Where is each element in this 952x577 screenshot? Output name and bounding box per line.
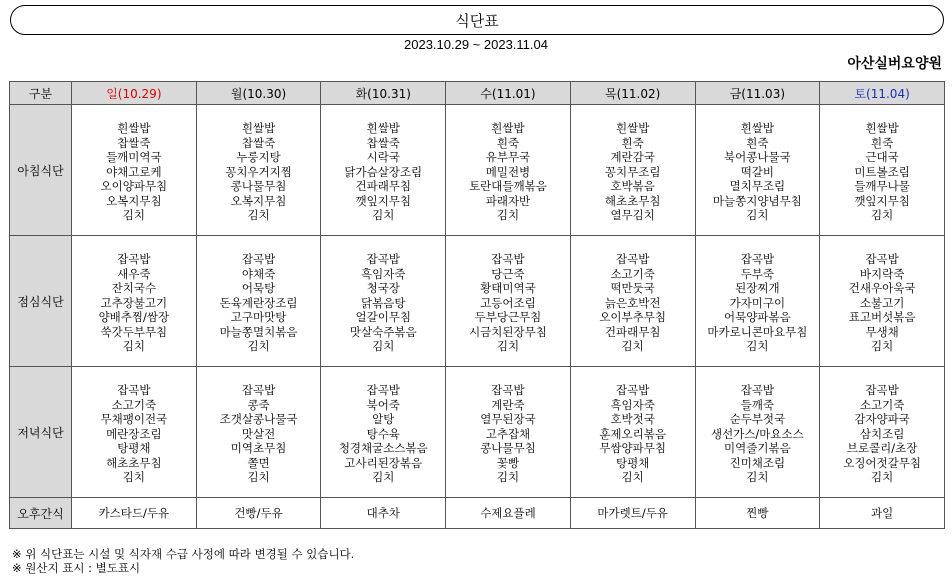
day-header-sun: 일(10.29) [72, 82, 197, 105]
menu-table [9, 81, 945, 529]
dish-item: 꽁치우거지찜 [225, 164, 292, 179]
dish-item: 흰죽 [496, 135, 520, 150]
day-header-tue: 화(10.31) [321, 82, 446, 105]
dish-item: 멸치무조림 [729, 179, 786, 194]
dish-item: 닭가슴살장조림 [344, 164, 423, 179]
dish-item: 황태미역국 [480, 281, 536, 296]
dish-item: 김치 [871, 339, 894, 354]
dish-item: 잡곡밥 [117, 251, 151, 266]
dish-item: 해초초무침 [604, 193, 661, 208]
dish-item: 된장찌개 [735, 281, 780, 296]
dish-item: 미역초무침 [230, 441, 287, 456]
dish-item: 깻잎지무침 [854, 193, 910, 208]
dish-item: 흰쌀밥 [740, 120, 775, 135]
meal-cell-snack-fri [695, 498, 820, 529]
dish-item: 흰쌀밥 [117, 120, 151, 135]
dish-item: 김치 [122, 208, 145, 223]
dish-item: 누룽지탕 [236, 150, 281, 165]
dish-item: 유부무국 [485, 150, 531, 165]
page-title: 식단표 [455, 11, 499, 30]
dish-item: 북어콩나물국 [724, 150, 791, 165]
dish-item: 당근죽 [491, 266, 525, 281]
dish-item: 탕평채 [616, 455, 650, 470]
meal-row-snack [10, 498, 945, 529]
meal-cell-breakfast-mon [196, 105, 321, 236]
dish-item: 들깨무나물 [854, 179, 910, 194]
dish-item: 찹쌀죽 [366, 135, 400, 150]
meal-cell-snack-sat [820, 498, 945, 529]
day-header-wed: 수(11.01) [446, 82, 571, 105]
dish-item: 오복지무침 [230, 193, 287, 208]
dish-item: 어묵탕 [241, 281, 276, 296]
dish-item: 떡만둣국 [610, 281, 655, 296]
meal-cell-snack-thu [570, 498, 695, 529]
dish-item: 무쌈양파무침 [599, 441, 666, 456]
dish-item: 수제요플레 [480, 505, 536, 520]
dish-item: 떡갈비 [740, 164, 775, 179]
meal-cell-dinner-sun [72, 367, 197, 498]
dish-item: 청국장 [366, 281, 400, 296]
dish-item: 잡곡밥 [616, 382, 650, 397]
dish-item: 늙은호박전 [604, 295, 661, 310]
row-label-lunch: 점심식단 [10, 236, 72, 367]
dish-item: 잡곡밥 [241, 251, 276, 266]
dish-item: 오징어젓갈무침 [843, 455, 921, 470]
dish-item: 양배추찜/쌈장 [98, 310, 170, 325]
dish-item: 쫄면 [247, 455, 270, 470]
dish-item: 잔치국수 [111, 281, 157, 296]
dish-item: 삼치조림 [859, 426, 905, 441]
dish-item: 마가렛트/두유 [597, 505, 668, 520]
meal-cell-lunch-sun [72, 236, 197, 367]
dish-item: 콩나물무침 [230, 179, 287, 194]
meal-cell-snack-wed [446, 498, 571, 529]
dish-item: 마늘쫑지양념무침 [712, 193, 802, 208]
dish-item: 열무된장국 [480, 412, 536, 427]
day-header-thu: 목(11.02) [570, 82, 695, 105]
dish-item: 찐빵 [746, 505, 769, 520]
dish-item: 찹쌀죽 [241, 135, 276, 150]
dish-item: 고추장불고기 [100, 295, 168, 310]
dish-item: 토란대들깨볶음 [469, 179, 547, 194]
dish-item: 열무김치 [610, 208, 655, 223]
dish-item: 김치 [122, 470, 145, 485]
dish-item: 잡곡밥 [865, 382, 899, 397]
dish-item: 흰쌀밥 [241, 120, 276, 135]
dish-item: 미트볼조림 [854, 164, 910, 179]
dish-item: 야채고로케 [106, 164, 162, 179]
meal-cell-lunch-tue [321, 236, 446, 367]
day-header-sat: 토(11.04) [820, 82, 945, 105]
dish-item: 표고버섯볶음 [848, 310, 916, 325]
notes [12, 548, 354, 575]
row-label-breakfast: 아침식단 [10, 105, 72, 236]
dish-item: 흑임자죽 [610, 397, 655, 412]
dish-item: 가자미구이 [729, 295, 786, 310]
dish-item: 김치 [621, 470, 644, 485]
dish-item: 얼갈이무침 [355, 310, 412, 325]
dish-item: 호박볶음 [610, 179, 655, 194]
meal-cell-breakfast-tue [321, 105, 446, 236]
meal-cell-snack-tue [321, 498, 446, 529]
meal-cell-snack-sun [72, 498, 197, 529]
dish-item: 마카로니콘마요무침 [707, 324, 808, 339]
dish-item: 소고기죽 [610, 266, 655, 281]
meal-cell-lunch-mon [196, 236, 321, 367]
dish-item: 오복지무침 [106, 193, 162, 208]
dish-item: 쑥갓두부무침 [100, 324, 168, 339]
dish-item: 꽃빵 [496, 455, 520, 470]
dish-item: 김치 [496, 208, 520, 223]
dish-item: 찹쌀죽 [117, 135, 151, 150]
dish-item: 소고기죽 [111, 397, 157, 412]
dish-item: 메밀전병 [485, 164, 531, 179]
dish-item: 고등어조림 [480, 295, 536, 310]
dish-item: 파래자반 [485, 193, 531, 208]
meal-cell-breakfast-sat [820, 105, 945, 236]
dish-item: 고추잡채 [485, 426, 531, 441]
meal-cell-dinner-tue [321, 367, 446, 498]
dish-item: 꽁치무조림 [604, 164, 661, 179]
day-header-fri: 금(11.03) [695, 82, 820, 105]
dish-item: 김치 [372, 208, 395, 223]
meal-cell-breakfast-thu [570, 105, 695, 236]
dish-item: 깻잎지무침 [355, 193, 412, 208]
dish-item: 카스타드/두유 [98, 505, 170, 520]
dish-item: 닭볶음탕 [361, 295, 406, 310]
dish-item: 소불고기 [859, 295, 905, 310]
dish-item: 어묵양파볶음 [724, 310, 791, 325]
dish-item: 김치 [871, 470, 894, 485]
dish-item: 흰죽 [621, 135, 644, 150]
dish-item: 잡곡밥 [491, 382, 525, 397]
meal-cell-lunch-sat [820, 236, 945, 367]
dish-item: 계란죽 [491, 397, 525, 412]
dish-item: 알탕 [372, 412, 395, 427]
dish-item: 김치 [247, 339, 270, 354]
meal-cell-breakfast-fri [695, 105, 820, 236]
dish-item: 잡곡밥 [740, 382, 775, 397]
dish-item: 김치 [247, 208, 270, 223]
dish-item: 시락국 [366, 150, 400, 165]
dish-item: 무생채 [865, 324, 899, 339]
dish-item: 흰쌀밥 [865, 120, 899, 135]
meal-cell-dinner-mon [196, 367, 321, 498]
dish-item: 김치 [372, 470, 395, 485]
dish-item: 청경채굴소스볶음 [338, 441, 428, 456]
dish-item: 잡곡밥 [241, 382, 276, 397]
dish-item: 잡곡밥 [366, 382, 400, 397]
meal-cell-dinner-thu [570, 367, 695, 498]
dish-item: 잡곡밥 [865, 251, 899, 266]
org-name: 아산실버요양원 [847, 56, 942, 72]
dish-item: 콩나물무침 [480, 441, 536, 456]
dish-item: 조갯살콩나물국 [219, 412, 298, 427]
dish-item: 김치 [372, 339, 395, 354]
meal-cell-breakfast-wed [446, 105, 571, 236]
dish-item: 김치 [122, 339, 145, 354]
dish-item: 대추차 [366, 505, 400, 520]
dish-item: 김치 [871, 208, 894, 223]
dish-item: 훈제오리볶음 [599, 426, 666, 441]
dish-item: 잡곡밥 [117, 382, 151, 397]
dish-item: 마늘쫑멸치볶음 [219, 324, 298, 339]
title-box [10, 5, 944, 35]
meal-cell-dinner-wed [446, 367, 571, 498]
dish-item: 탕수육 [366, 426, 400, 441]
dish-item: 건파래무침 [604, 324, 661, 339]
dish-item: 근대국 [865, 150, 899, 165]
meal-row-dinner [10, 367, 945, 498]
dish-item: 건새우아욱국 [848, 281, 916, 296]
dish-item: 김치 [746, 470, 769, 485]
dish-item: 감자양파국 [854, 412, 910, 427]
dish-item: 북어죽 [366, 397, 400, 412]
dish-item: 맛살숙주볶음 [349, 324, 417, 339]
dish-item: 흑임자죽 [361, 266, 406, 281]
note-1: ※ 위 식단표는 시설 및 식자재 수급 사정에 따라 변경될 수 있습니다. [12, 547, 355, 561]
dish-item: 호박젓국 [610, 412, 655, 427]
dish-item: 미역줄기볶음 [724, 441, 791, 456]
dish-item: 무채팽이전국 [100, 412, 168, 427]
dish-item: 김치 [496, 339, 520, 354]
meal-row-lunch [10, 236, 945, 367]
meal-row-breakfast [10, 105, 945, 236]
dish-item: 진미채조림 [729, 455, 786, 470]
meal-cell-dinner-sat [820, 367, 945, 498]
meal-cell-breakfast-sun [72, 105, 197, 236]
dish-item: 흰쌀밥 [616, 120, 650, 135]
header-row [10, 82, 945, 105]
meal-cell-lunch-wed [446, 236, 571, 367]
dish-item: 바지락죽 [859, 266, 905, 281]
dish-item: 김치 [746, 339, 769, 354]
dish-item: 들깨죽 [740, 397, 775, 412]
dish-item: 메란장조림 [106, 426, 162, 441]
dish-item: 잡곡밥 [366, 251, 400, 266]
dish-item: 시금치된장무침 [469, 324, 547, 339]
dish-item: 야채죽 [241, 266, 276, 281]
dish-item: 건빵/두유 [234, 505, 283, 520]
dish-item: 탕평채 [117, 441, 151, 456]
dish-item: 순두부젓국 [729, 412, 786, 427]
dish-item: 흰죽 [871, 135, 894, 150]
row-label-dinner: 저녁식단 [10, 367, 72, 498]
dish-item: 오이양파무침 [100, 179, 168, 194]
dish-item: 흰쌀밥 [491, 120, 525, 135]
dish-item: 김치 [247, 470, 270, 485]
dish-item: 들깨미역국 [106, 150, 162, 165]
dish-item: 새우죽 [117, 266, 151, 281]
row-label-snack: 오후간식 [10, 498, 72, 529]
meal-cell-dinner-fri [695, 367, 820, 498]
dish-item: 고사리된장볶음 [344, 455, 423, 470]
dish-item: 김치 [746, 208, 769, 223]
dish-item: 잡곡밥 [740, 251, 775, 266]
note-2: ※ 원산지 표시 : 별도표시 [12, 560, 141, 575]
dish-item: 해초초무침 [106, 455, 162, 470]
meal-cell-lunch-fri [695, 236, 820, 367]
dish-item: 오이부추무침 [599, 310, 666, 325]
dish-item: 잡곡밥 [616, 251, 650, 266]
day-header-mon: 월(10.30) [196, 82, 321, 105]
dish-item: 김치 [621, 339, 644, 354]
dish-item: 돈육계란장조림 [219, 295, 298, 310]
dish-item: 고구마맛탕 [230, 310, 287, 325]
dish-item: 잡곡밥 [491, 251, 525, 266]
dish-item: 건파래무침 [355, 179, 412, 194]
dish-item: 생선가스/마요소스 [710, 426, 804, 441]
dish-item: 과일 [871, 505, 894, 520]
meal-cell-snack-mon [196, 498, 321, 529]
dish-item: 소고기죽 [859, 397, 905, 412]
date-range: 2023.10.29 ~ 2023.11.04 [404, 37, 548, 52]
dish-item: 콩죽 [247, 397, 270, 412]
dish-item: 김치 [496, 470, 520, 485]
dish-item: 브로콜리/초장 [846, 441, 918, 456]
dish-item: 흰죽 [746, 135, 769, 150]
dish-item: 계란감국 [610, 150, 655, 165]
dish-item: 두부당근무침 [474, 310, 542, 325]
meal-cell-lunch-thu [570, 236, 695, 367]
dish-item: 맛살전 [241, 426, 276, 441]
dish-item: 흰쌀밥 [366, 120, 400, 135]
corner-label: 구분 [10, 82, 72, 105]
dish-item: 두부죽 [740, 266, 775, 281]
